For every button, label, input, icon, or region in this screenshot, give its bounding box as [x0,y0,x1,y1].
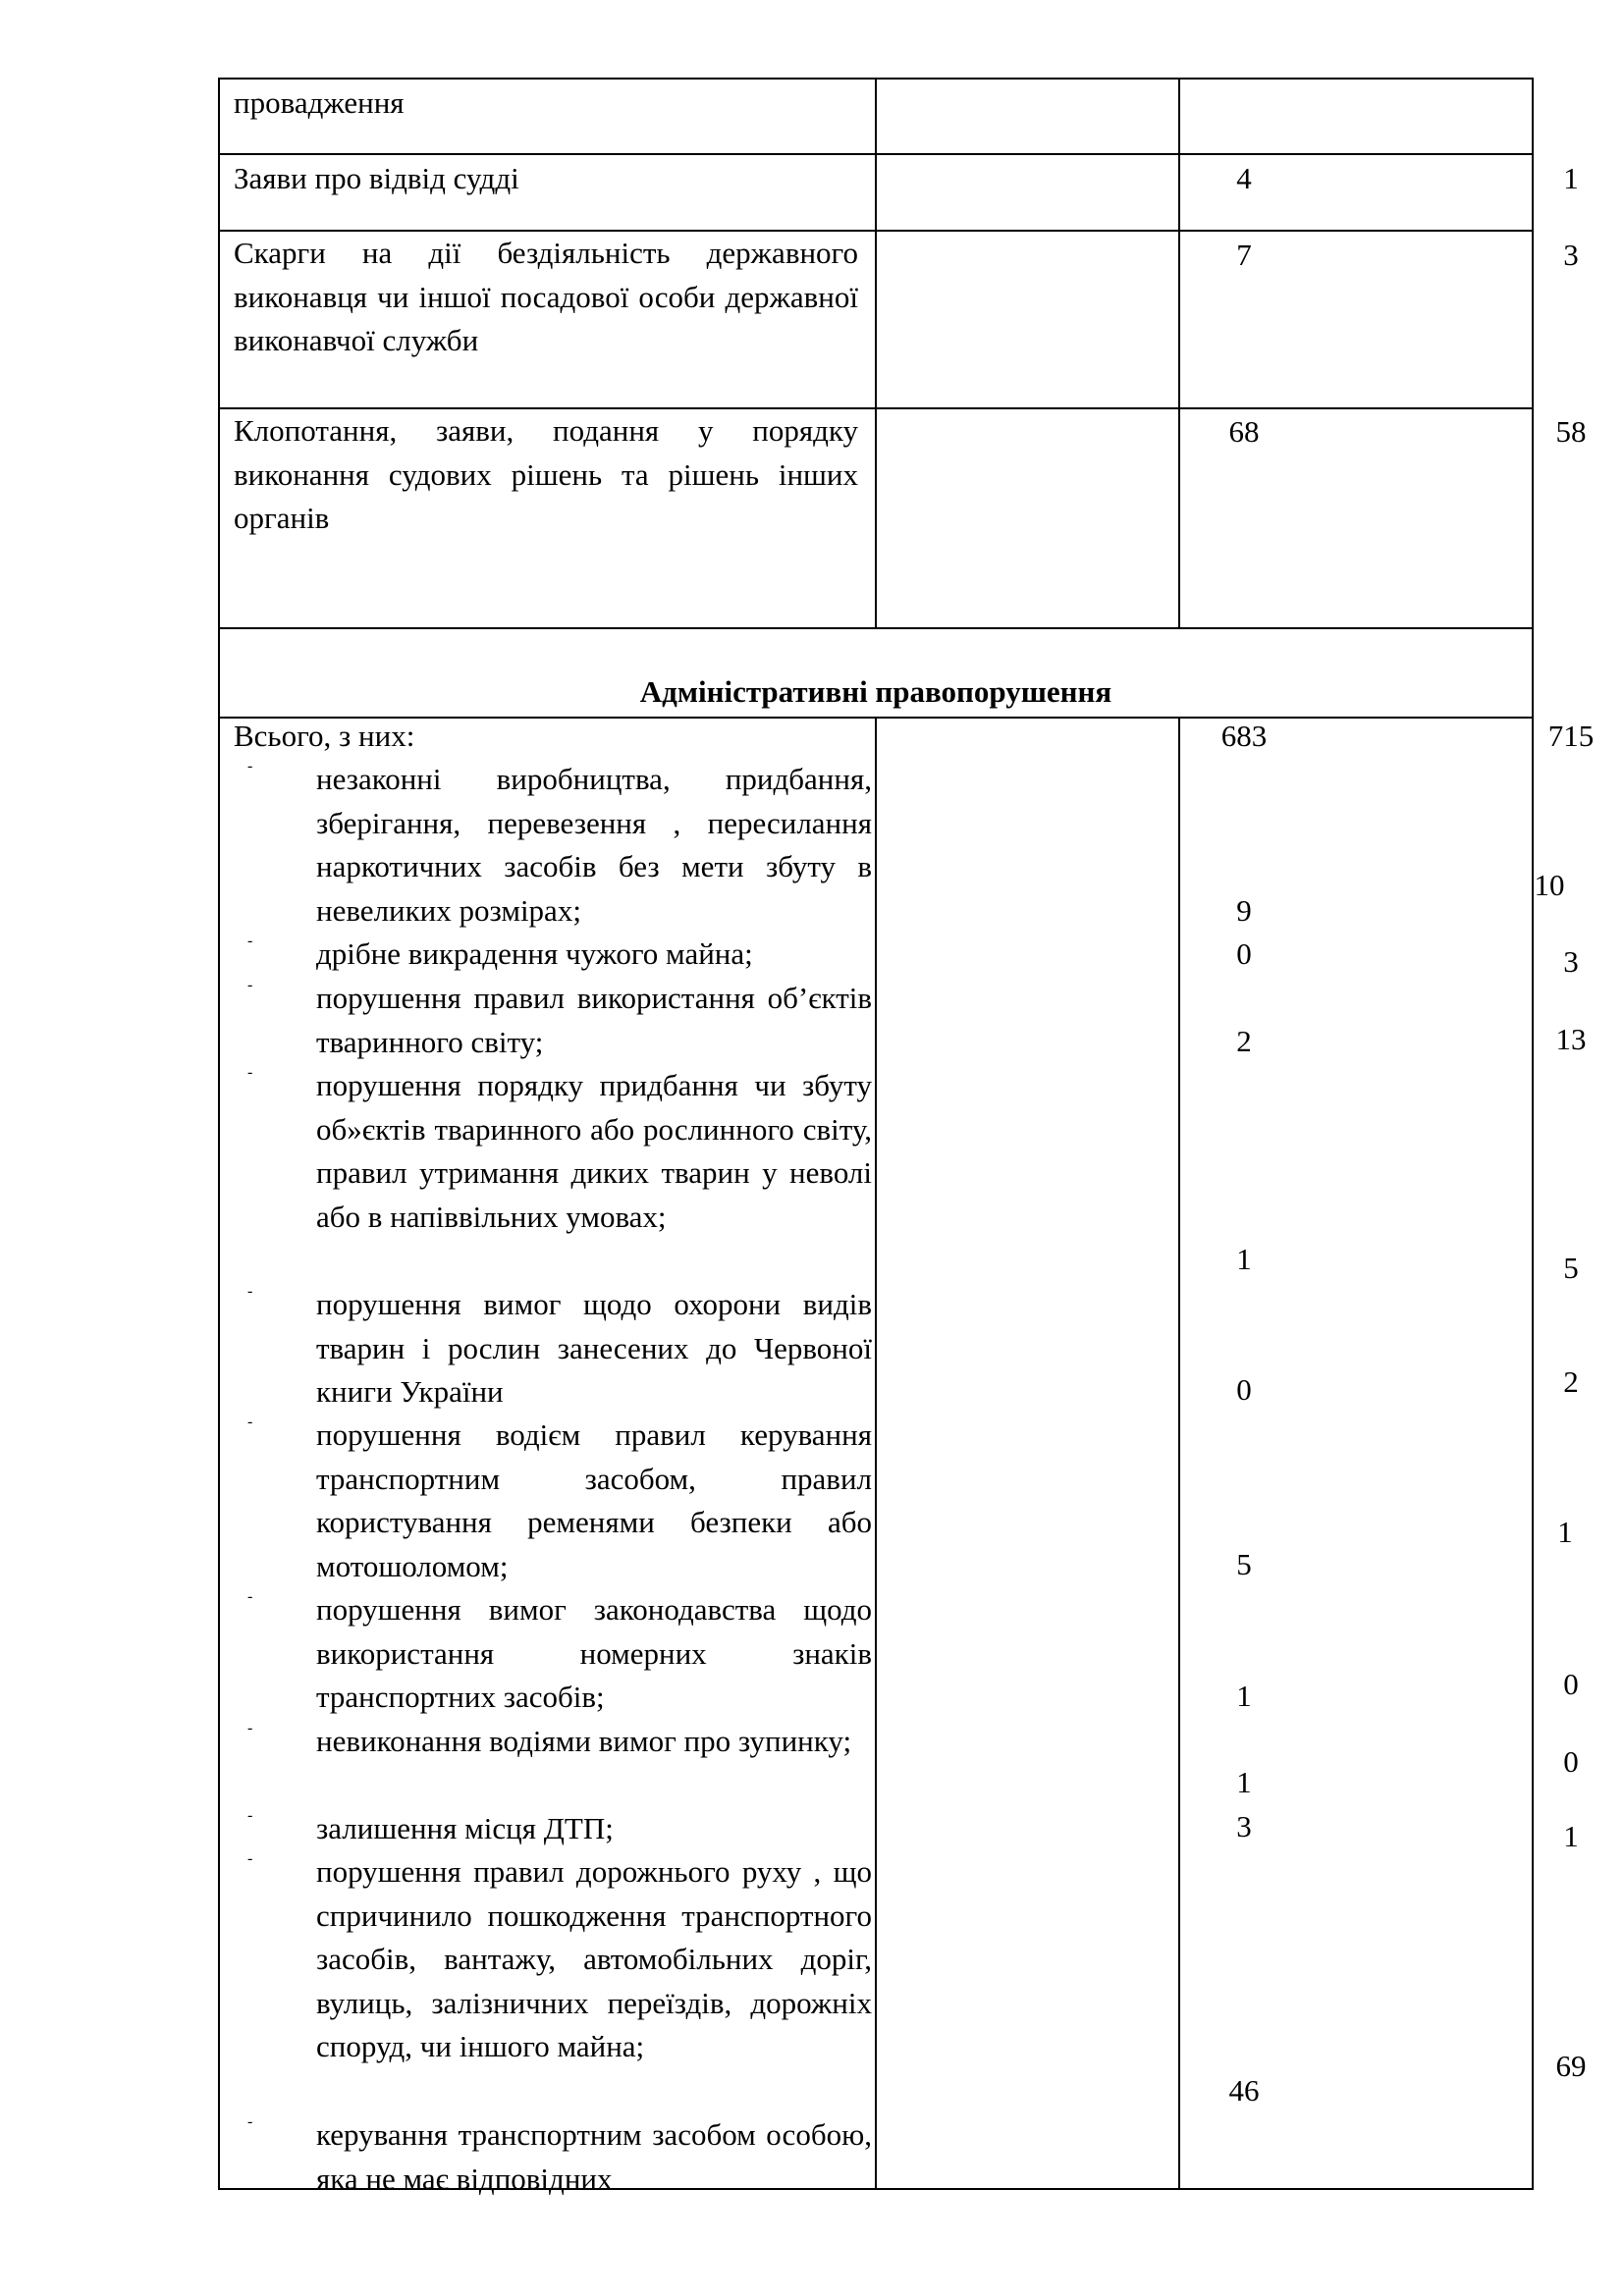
list-item-label: незаконні виробництва, придбання, зберігання, перевезення , пересилання наркотичних засобів без мети збуту в невеликих розмірах; [316,762,872,928]
statistics-table [218,78,1595,2196]
bullet-dash: - [247,2113,253,2130]
bullet-dash: - [247,1720,253,1736]
list-item-label: керування транспортним засобом особою, яка не має відповідних [316,2117,872,2196]
item-value-col1: 3 [1236,1809,1252,1843]
total-label: Всього, з них: [234,719,415,753]
list-item-label: порушення вимог щодо охорони видів тварин і рослин занесених до Червоної книги України [316,1287,872,1409]
item-value-col2: 1 [1557,1515,1573,1549]
list-item-label: порушення водієм правил керування транспортним засобом, правил користування ременями безпеки або мотошоломом; [316,1417,872,1583]
bullet-dash: - [247,1807,253,1824]
continuation-label: провадження [234,85,405,120]
row-label: Клопотання, заяви, подання у порядку виконання судових рішень та рішень інших органів [234,413,858,535]
list-item-label: невиконання водіями вимог про зупинку; [316,1724,852,1758]
column-divider [875,78,877,628]
total-value-col2: 715 [1547,719,1595,753]
item-value-col1: 46 [1228,2073,1260,2108]
list-item-label: порушення порядку придбання чи збуту об»єктів тваринного або рослинного світу, правил утримання диких тварин у неволі або в напіввільних умовах; [316,1068,872,1234]
item-value-col1: 0 [1236,936,1252,971]
list-item-label: порушення правил використання об’єктів тваринного світу; [316,981,872,1059]
item-value-col2: 0 [1563,1744,1579,1779]
list-item-label: порушення вимог законодавства щодо використання номерних знаків транспортних засобів; [316,1592,872,1714]
item-value-col1: 0 [1236,1372,1252,1407]
item-value-col1: 2 [1236,1024,1252,1058]
item-value-col2: 10 [1534,868,1565,902]
row-value-col1: 68 [1228,414,1260,449]
bullet-dash: - [247,1064,253,1081]
item-value-col1: 5 [1236,1547,1252,1581]
item-value-col1: 1 [1236,1679,1252,1713]
bullet-dash: - [247,977,253,993]
table-border-right [1532,78,1534,2190]
row-label: Заяви про відвід судді [234,161,519,195]
item-value-col2: 5 [1563,1251,1579,1285]
bullet-dash: - [247,1414,253,1430]
item-value-col1: 9 [1236,893,1252,928]
row-value-col2: 3 [1563,238,1579,272]
row-value-col1: 4 [1236,161,1252,195]
column-divider [1178,717,1180,2189]
list-item-label: дрібне викрадення чужого майна; [316,936,753,971]
bullet-dash: - [247,758,253,774]
item-value-col1: 1 [1236,1765,1252,1799]
item-value-col2: 3 [1563,944,1579,979]
bullet-dash: - [247,1588,253,1605]
bullet-dash: - [247,1850,253,1867]
item-value-col2: 1 [1563,1819,1579,1853]
column-divider [875,717,877,2189]
total-value-col1: 683 [1220,719,1268,753]
row-value-col2: 1 [1563,161,1579,195]
list-item-label: порушення правил дорожнього руху , що спричинило пошкодження транспортного засобів, вантажу, автомобільних доріг, вулиць, залізничних переїздів, дорожніх споруд, чи іншого майна; [316,1854,872,2063]
bullet-dash: - [247,1283,253,1300]
table-border-left [218,78,220,2190]
row-value-col1: 7 [1236,238,1252,272]
section-header: Адміністративні правопорушення [639,674,1112,709]
row-label: Скарги на дії бездіяльність державного виконавця чи іншої посадової особи державної виконавчої служби [234,236,858,357]
item-value-col2: 13 [1555,1022,1587,1056]
item-value-col2: 2 [1563,1364,1579,1399]
column-divider [1178,78,1180,628]
item-value-col1: 1 [1236,1242,1252,1276]
row-value-col2: 58 [1555,414,1587,449]
bullet-dash: - [247,933,253,949]
item-value-col2: 69 [1555,2049,1587,2083]
list-item-label: залишення місця ДТП; [316,1811,614,1845]
item-value-col2: 0 [1563,1667,1579,1701]
